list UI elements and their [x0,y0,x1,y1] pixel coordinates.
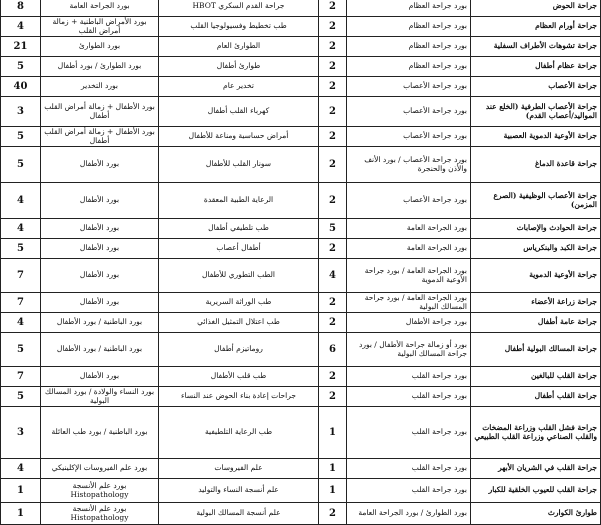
subspecialty-cell: أمراض حساسية ومناعة للأطفال [159,127,319,147]
required-qualification-cell: بورد الأطفال [41,293,159,313]
seats-count-cell: 2 [319,37,347,57]
required-qualification-cell: بورد الباطنية / بورد الأطفال [41,333,159,367]
required-qualification-cell: بورد الأمراض الباطنية + زمالة أمراض القلب [41,17,159,37]
table-row [1,219,601,239]
required-qualification-cell: بورد الباطنية / بورد الأطفال [41,313,159,333]
subspecialty-cell: أطفال أعصاب [159,239,319,259]
specialty-name-cell: جراحة قاعدة الدماغ [471,147,601,183]
table-row [1,37,601,57]
required-qualification-cell: بورد الأطفال [41,147,159,183]
positions-count-cell: 5 [1,127,41,147]
subspecialty-cell: روماتيزم أطفال [159,333,319,367]
board-requirement-cell: بورد جراحة الأعصاب [347,97,471,127]
required-qualification-cell: بورد الأطفال [41,239,159,259]
board-requirement-cell: بورد جراحة الأعصاب [347,183,471,219]
table-row [1,407,601,459]
board-requirement-cell: بورد جراحة العظام [347,37,471,57]
table-row [1,479,601,503]
subspecialty-cell: طب اعتلال التمثيل الغذائي [159,313,319,333]
board-requirement-cell: بورد أو زمالة جراحة الأطفال / بورد جراحة المسالك البولية [347,333,471,367]
subspecialty-cell: طب تخطيط وفسيولوجيا القلب [159,17,319,37]
specialty-name-cell: جراحة أورام العظام [471,17,601,37]
positions-count-cell: 7 [1,293,41,313]
subspecialty-cell: طب قلب الأطفال [159,367,319,387]
table-row [1,183,601,219]
required-qualification-cell: بورد الأطفال [41,183,159,219]
positions-count-cell: 7 [1,367,41,387]
specialty-name-cell: جراحة القلب أطفال [471,387,601,407]
positions-count-cell: 4 [1,183,41,219]
specialty-name-cell: جراحة الأعصاب الطرفية (الخلع عند المواليد/أعصاب القدم) [471,97,601,127]
board-requirement-cell: بورد جراحة الأعصاب / بورد الأنف والأذن والحنجرة [347,147,471,183]
subspecialty-cell: طب الوراثة السريرية [159,293,319,313]
positions-count-cell: 5 [1,387,41,407]
positions-count-cell: 3 [1,407,41,459]
required-qualification-cell: بورد الأطفال + زمالة أمراض القلب أطفال [41,97,159,127]
seats-count-cell: 2 [319,387,347,407]
positions-count-cell: 5 [1,147,41,183]
table-row [1,387,601,407]
seats-count-cell: 1 [319,459,347,479]
specialty-name-cell: جراحة الحوض [471,0,601,17]
table-row [1,259,601,293]
specialty-name-cell: جراحة زراعة الأعضاء [471,293,601,313]
board-requirement-cell: بورد الطوارئ / بورد الجراحة العامة [347,503,471,525]
required-qualification-cell: بورد الأطفال + زمالة أمراض القلب أطفال [41,127,159,147]
seats-count-cell: 2 [319,239,347,259]
specialty-name-cell: جراحة الأوعية الدموية [471,259,601,293]
specialty-name-cell: جراحة تشوهات الأطراف السفلية [471,37,601,57]
positions-count-cell: 5 [1,333,41,367]
specialty-name-cell: جراحة الأعصاب [471,77,601,97]
required-qualification-cell: بورد الجراحة العامة [41,0,159,17]
seats-count-cell: 5 [319,219,347,239]
seats-count-cell: 6 [319,333,347,367]
seats-count-cell: 2 [319,147,347,183]
table-row [1,239,601,259]
positions-count-cell: 5 [1,57,41,77]
subspecialty-cell: طب الرعاية التلطيفية [159,407,319,459]
positions-count-cell: 1 [1,479,41,503]
specialty-name-cell: جراحة الأعصاب الوظيفية (الصرع المزمن) [471,183,601,219]
seats-count-cell: 2 [319,293,347,313]
board-requirement-cell: بورد جراحة القلب [347,479,471,503]
board-requirement-cell: بورد جراحة العظام [347,17,471,37]
positions-count-cell: 4 [1,17,41,37]
board-requirement-cell: بورد جراحة القلب [347,367,471,387]
specialty-name-cell: جراحة فشل القلب وزراعة المضخات والقلب الصناعي وزراعة القلب الطبيعي [471,407,601,459]
specialty-name-cell: جراحة الأوعية الدموية العصبية [471,127,601,147]
positions-count-cell: 7 [1,259,41,293]
subspecialty-cell: علم أنسجة النساء والتوليد [159,479,319,503]
seats-count-cell: 1 [319,479,347,503]
required-qualification-cell: بورد علم الفيروسات الإكلينيكي [41,459,159,479]
table-row [1,313,601,333]
table-row [1,293,601,313]
positions-count-cell: 4 [1,459,41,479]
positions-count-cell: 1 [1,503,41,525]
subspecialty-cell: علم أنسجة المسالك البولية [159,503,319,525]
required-qualification-cell: بورد الأطفال [41,367,159,387]
seats-count-cell: 2 [319,17,347,37]
board-requirement-cell: بورد جراحة الأطفال [347,313,471,333]
required-qualification-cell: بورد علم الأنسجة Histopathology [41,479,159,503]
subspecialty-cell: تخدير عام [159,77,319,97]
table-row [1,57,601,77]
required-qualification-cell: بورد الباطنية / بورد طب العائلة [41,407,159,459]
board-requirement-cell: بورد جراحة القلب [347,459,471,479]
subspecialty-cell: الطوارئ العام [159,37,319,57]
table-body [1,0,601,525]
specialty-name-cell: جراحة القلب للعيوب الخلقية للكبار [471,479,601,503]
positions-count-cell: 40 [1,77,41,97]
table-row [1,459,601,479]
table-row [1,367,601,387]
table-row [1,127,601,147]
seats-count-cell: 2 [319,503,347,525]
board-requirement-cell: بورد جراحة العظام [347,57,471,77]
required-qualification-cell: بورد الطوارئ [41,37,159,57]
board-requirement-cell: بورد جراحة الأعصاب [347,127,471,147]
board-requirement-cell: بورد جراحة الأعصاب [347,77,471,97]
table-row [1,147,601,183]
table-row [1,0,601,17]
seats-count-cell: 4 [319,259,347,293]
seats-count-cell: 2 [319,183,347,219]
specialty-name-cell: جراحة المسالك البولية أطفال [471,333,601,367]
board-requirement-cell: بورد الجراحة العامة / بورد جراحة المسالك البولية [347,293,471,313]
table-row [1,503,601,525]
required-qualification-cell: بورد علم الأنسجة Histopathology [41,503,159,525]
seats-count-cell: 2 [319,97,347,127]
subspecialty-cell: الرعاية الطبية المعقدة [159,183,319,219]
subspecialty-cell: كهرباء القلب أطفال [159,97,319,127]
board-requirement-cell: بورد جراحة العظام [347,0,471,17]
table-row [1,77,601,97]
specialty-name-cell: جراحة الحوادث والإصابات [471,219,601,239]
seats-count-cell: 2 [319,367,347,387]
required-qualification-cell: بورد الأطفال [41,259,159,293]
table-row [1,17,601,37]
subspecialty-cell: جراحات إعادة بناء الحوض عند النساء [159,387,319,407]
positions-count-cell: 5 [1,239,41,259]
specialty-name-cell: جراحة الكبد والبنكرياس [471,239,601,259]
table-row [1,333,601,367]
required-qualification-cell: بورد النساء والولادة / بورد المسالك البولية [41,387,159,407]
specialty-name-cell: جراحة القلب للبالغين [471,367,601,387]
required-qualification-cell: بورد الأطفال [41,219,159,239]
subspecialty-cell: طوارئ أطفال [159,57,319,77]
board-requirement-cell: بورد الجراحة العامة / بورد جراحة الأوعية الدموية [347,259,471,293]
required-qualification-cell: بورد التخدير [41,77,159,97]
required-qualification-cell: بورد الطوارئ / بورد أطفال [41,57,159,77]
seats-count-cell: 2 [319,127,347,147]
seats-count-cell: 2 [319,57,347,77]
seats-count-cell: 1 [319,407,347,459]
positions-count-cell: 21 [1,37,41,57]
subspecialty-cell: طب تلطيفي أطفال [159,219,319,239]
subspecialty-cell: الطب التطوري للأطفال [159,259,319,293]
specialty-name-cell: جراحة القلب في الشريان الأبهر [471,459,601,479]
seats-count-cell: 2 [319,77,347,97]
board-requirement-cell: بورد جراحة القلب [347,387,471,407]
board-requirement-cell: بورد الجراحة العامة [347,219,471,239]
board-requirement-cell: بورد جراحة القلب [347,407,471,459]
table-row [1,97,601,127]
specialty-name-cell: جراحة عظام أطفال [471,57,601,77]
positions-count-cell: 4 [1,219,41,239]
positions-count-cell: 8 [1,0,41,17]
positions-count-cell: 3 [1,97,41,127]
subspecialty-cell: جراحة القدم السكري HBOT [159,0,319,17]
seats-count-cell: 2 [319,0,347,17]
specialty-name-cell: جراحة عامة أطفال [471,313,601,333]
positions-count-cell: 4 [1,313,41,333]
board-requirement-cell: بورد الجراحة العامة [347,239,471,259]
subspecialty-cell: سونار القلب للأطفال [159,147,319,183]
subspecialty-cell: علم الفيروسات [159,459,319,479]
seats-count-cell: 2 [319,313,347,333]
specialty-name-cell: طوارئ الكوارث [471,503,601,525]
